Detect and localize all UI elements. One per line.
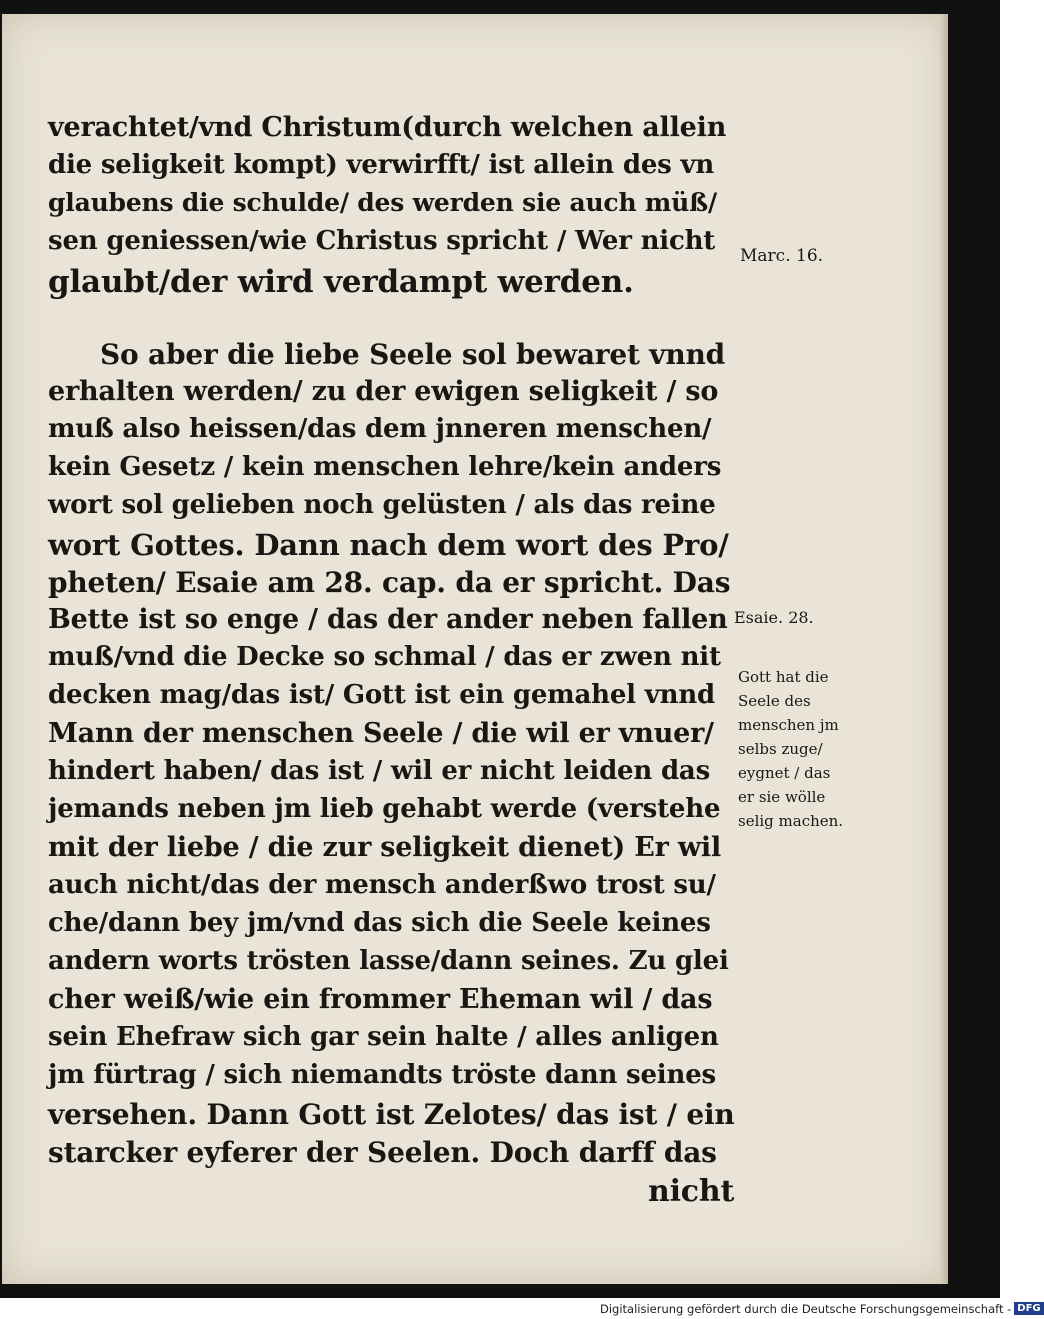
text-line: auch nicht/das der mensch anderßwo trost su/ [48,870,716,900]
text-line: pheten/ Esaie am 28. cap. da er spricht. Das [48,566,731,599]
text-line: verachtet/vnd Christum(durch welchen allein [48,112,727,143]
text-line: mit der liebe / die zur seligkeit dienet) Er wil [48,832,722,863]
text-line: cher weiß/wie ein frommer Eheman wil / das [48,984,713,1015]
text-line: So aber die liebe Seele sol bewaret vnnd [100,338,726,371]
text-line: versehen. Dann Gott ist Zelotes/ das ist / ein [48,1098,735,1131]
text-line: kein Gesetz / kein menschen lehre/kein anders [48,452,722,482]
margin-note-esaie: Esaie. 28. [734,608,814,627]
catchword: nicht [648,1174,735,1209]
text-line: jemands neben jm lieb gehabt werde (verstehe [48,794,721,824]
text-line: erhalten werden/ zu der ewigen seligkeit / so [48,376,719,407]
margin-note-line: Seele des [738,692,811,710]
text-line: decken mag/das ist/ Gott ist ein gemahel vnnd [48,680,716,710]
margin-note-line: eygnet / das [738,764,831,782]
page-edge [940,14,948,1284]
text-line: muß/vnd die Decke so schmal / das er zwen nit [48,642,721,672]
margin-note-line: Gott hat die [738,668,829,686]
margin-note-marc: Marc. 16. [740,246,824,266]
margin-note-line: selig machen. [738,812,844,830]
dfg-logo: DFG [1014,1302,1043,1315]
text-line: che/dann bey jm/vnd das sich die Seele keines [48,908,711,938]
text-line: die seligkeit kompt) verwirfft/ ist allein des vn [48,150,715,180]
text-line: hindert haben/ das ist / wil er nicht leiden das [48,756,711,786]
margin-note-line: menschen jm [738,716,839,734]
text-line: wort Gottes. Dann nach dem wort des Pro/ [48,528,729,562]
text-line: andern worts trösten lasse/dann seines. Zu glei [48,946,729,976]
text-line: wort sol gelieben noch gelüsten / als das reine [48,490,716,520]
text-line: starcker eyferer der Seelen. Doch darff das [48,1136,717,1169]
text-line: Mann der menschen Seele / die wil er vnuer/ [48,718,714,749]
text-line: jm fürtrag / sich niemandts tröste dann seines [48,1060,716,1090]
text-line: sen geniessen/wie Christus spricht / Wer nicht [48,226,716,256]
margin-note-line: selbs zuge/ [738,740,823,758]
text-line: Bette ist so enge / das der ander neben fallen [48,604,728,635]
margin-note-line: er sie wölle [738,788,826,806]
text-line: glaubens die schulde/ des werden sie auch müß/ [48,188,717,217]
text-line: glaubt/der wird verdampt werden. [48,264,634,300]
footer-text: Digitalisierung gefördert durch die Deutsche Forschungsgemeinschaft - [600,1301,1012,1316]
funding-footer [600,1301,1041,1317]
text-line: muß also heissen/das dem jnneren menschen/ [48,414,712,444]
text-line: sein Ehefraw sich gar sein halte / alles anligen [48,1022,719,1052]
